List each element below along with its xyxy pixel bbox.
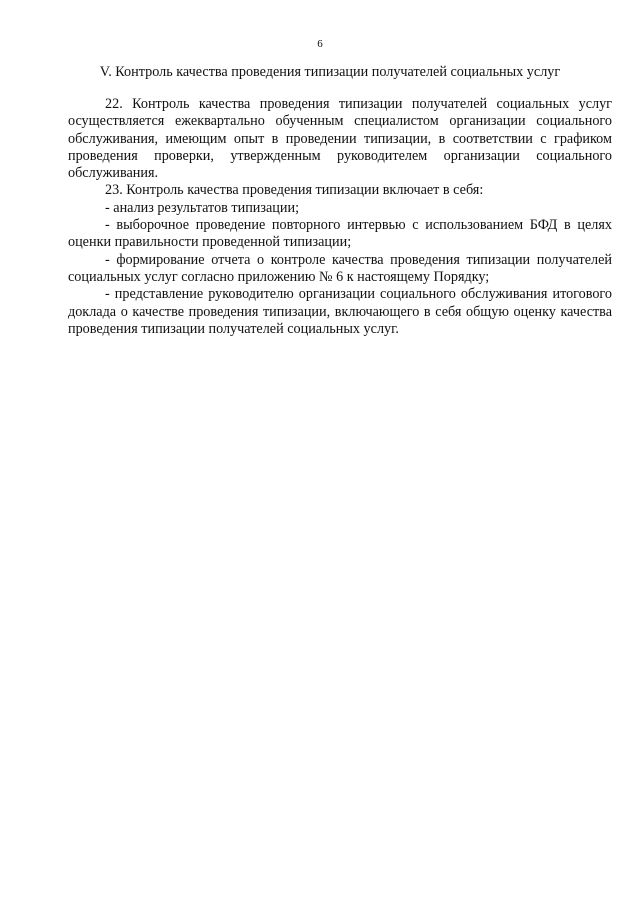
page-number: 6	[317, 38, 323, 50]
list-item-repeat-interview: - выборочное проведение повторного интервью с использованием БФД в целях оценки правильности проведенной типизации;	[68, 217, 612, 251]
list-item-final-report: - представление руководителю организации социального обслуживания итогового доклада о качестве проведения типизации, включающего в себя общую оценку качества проведения типизации получателей социальных услуг.	[68, 286, 612, 337]
list-item-report: - формирование отчета о контроле качества проведения типизации получателей социальных услуг согласно приложению № 6 к настоящему Порядку;	[68, 251, 612, 285]
list-item-analysis: - анализ результатов типизации;	[105, 199, 300, 216]
section-body	[68, 96, 612, 338]
section-heading: V. Контроль качества проведения типизации получателей социальных услуг	[99, 64, 561, 80]
paragraph-23: 23. Контроль качества проведения типизации включает в себя:	[105, 182, 484, 199]
paragraph-22: 22. Контроль качества проведения типизации получателей социальных услуг осуществляется ежеквартально обученным специалистом организации социального обслуживания, имеющим опыт в проведении типизации, в соответствии с графиком проведения проверки, утвержденным руководителем организации социального обслуживания.	[68, 96, 612, 182]
